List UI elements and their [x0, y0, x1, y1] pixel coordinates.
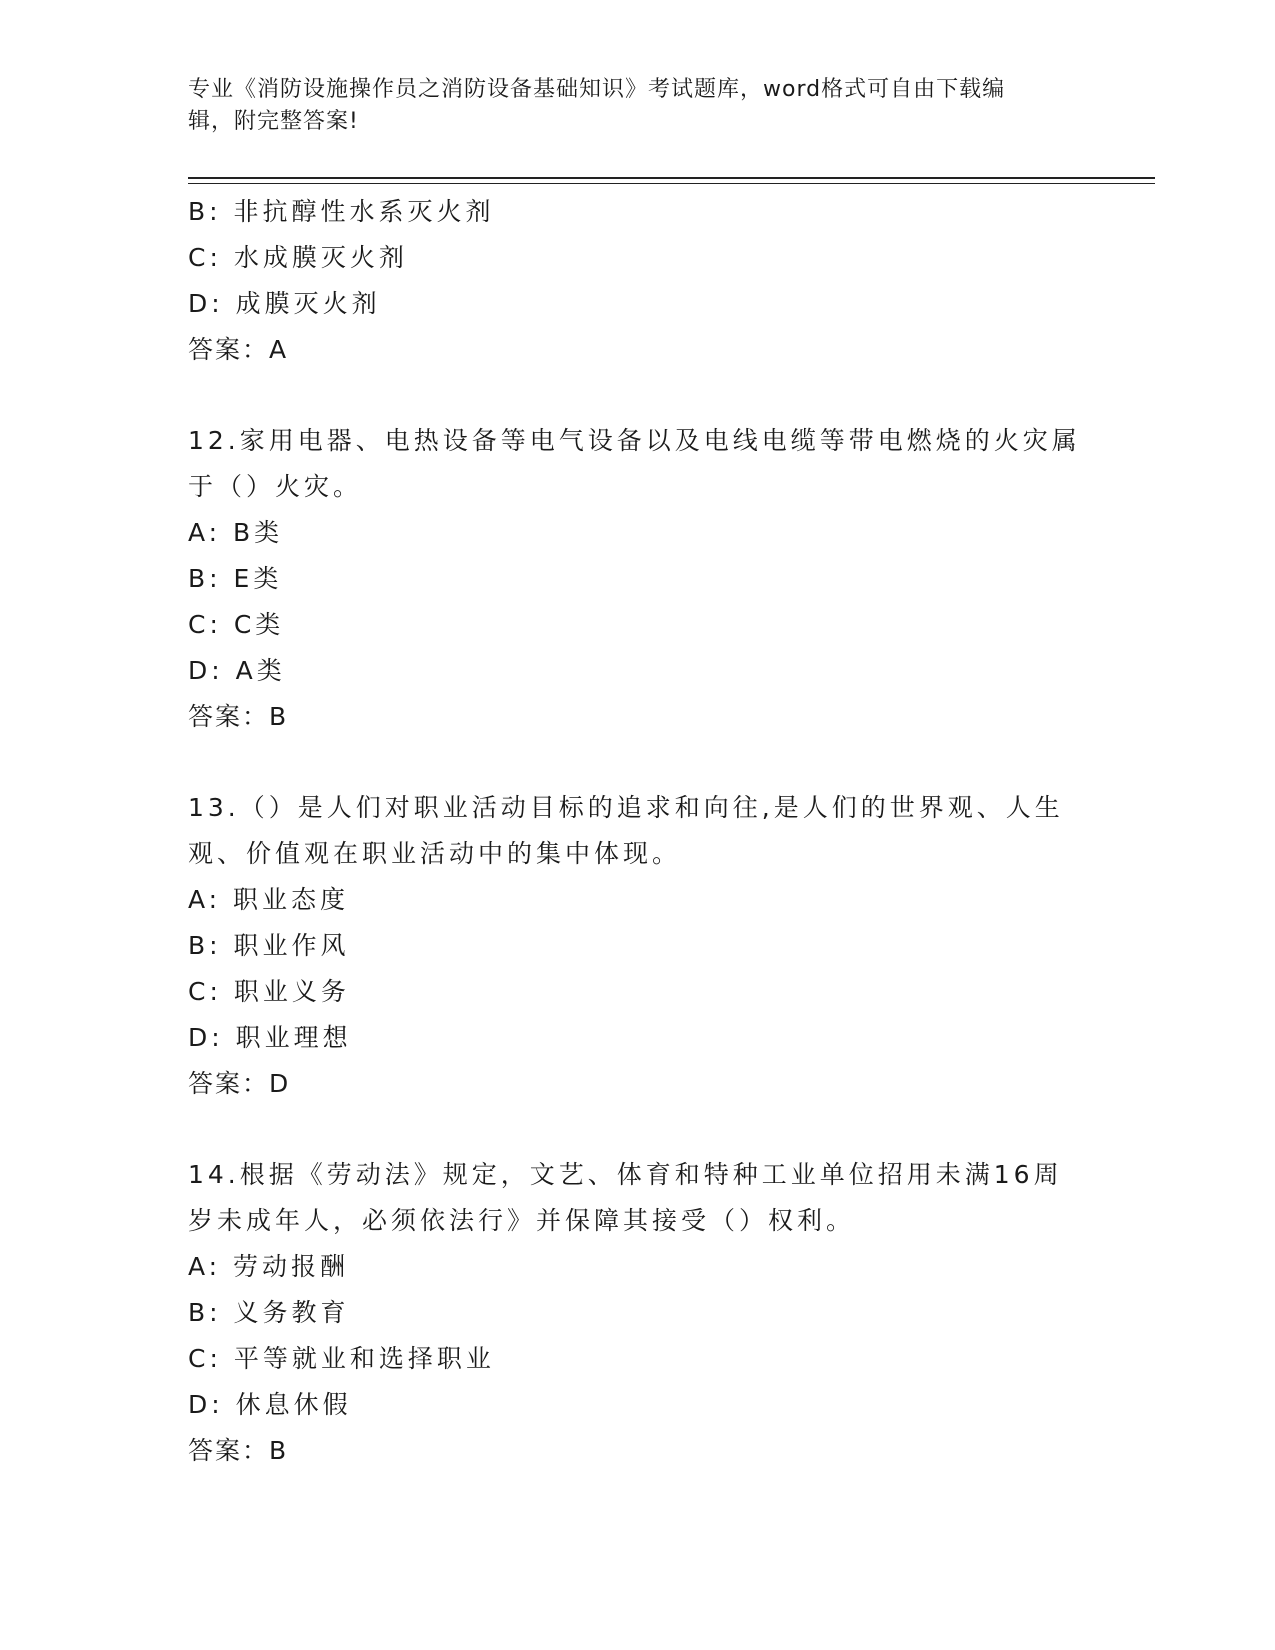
option-d: D: A类 — [188, 656, 286, 685]
header-divider-thick — [188, 177, 1155, 179]
option-d: D: 职业理想 — [188, 1023, 352, 1052]
option-b: B: E类 — [188, 564, 283, 593]
option-a: A: B类 — [188, 518, 284, 547]
answer: 答案：D — [188, 1069, 291, 1098]
header-line-2: 辑，附完整答案! — [188, 109, 359, 134]
option-c: C: C类 — [188, 610, 285, 639]
question-text-line-1: 13.（）是人们对职业活动目标的追求和向往,是人们的世界观、人生 — [188, 793, 1064, 822]
question-13 — [188, 785, 1088, 1107]
answer: 答案：B — [188, 702, 289, 731]
question-text-line-2: 观、价值观在职业活动中的集中体现。 — [188, 839, 682, 868]
option-b: B: 非抗醇性水系灭火剂 — [188, 197, 495, 226]
option-d: D: 休息休假 — [188, 1390, 352, 1419]
option-c: C: 职业义务 — [188, 977, 350, 1006]
option-c: C: 平等就业和选择职业 — [188, 1344, 495, 1373]
option-c: C: 水成膜灭火剂 — [188, 243, 408, 272]
question-12 — [188, 418, 1088, 740]
question-list — [188, 189, 1088, 1474]
option-b: B: 义务教育 — [188, 1298, 350, 1327]
question-text-line-1: 14.根据《劳动法》规定，文艺、体育和特种工业单位招用未满16周 — [188, 1160, 1063, 1189]
option-a: A: 劳动报酬 — [188, 1252, 350, 1281]
header-divider-thin — [188, 183, 1155, 184]
question-text-line-2: 于（）火灾。 — [188, 472, 363, 501]
option-a: A: 职业态度 — [188, 885, 350, 914]
question-11-continued — [188, 189, 1088, 373]
header-line-1: 专业《消防设施操作员之消防设备基础知识》考试题库，word格式可自由下载编 — [188, 77, 1006, 102]
question-text-line-2: 岁未成年人，必须依法行》并保障其接受（）权利。 — [188, 1206, 856, 1235]
page-header — [188, 74, 1068, 138]
question-14 — [188, 1152, 1088, 1474]
option-d: D: 成膜灭火剂 — [188, 289, 381, 318]
answer: 答案：B — [188, 1436, 289, 1465]
option-b: B: 职业作风 — [188, 931, 350, 960]
question-text-line-1: 12.家用电器、电热设备等电气设备以及电线电缆等带电燃烧的火灾属 — [188, 426, 1081, 455]
answer: 答案：A — [188, 335, 289, 364]
